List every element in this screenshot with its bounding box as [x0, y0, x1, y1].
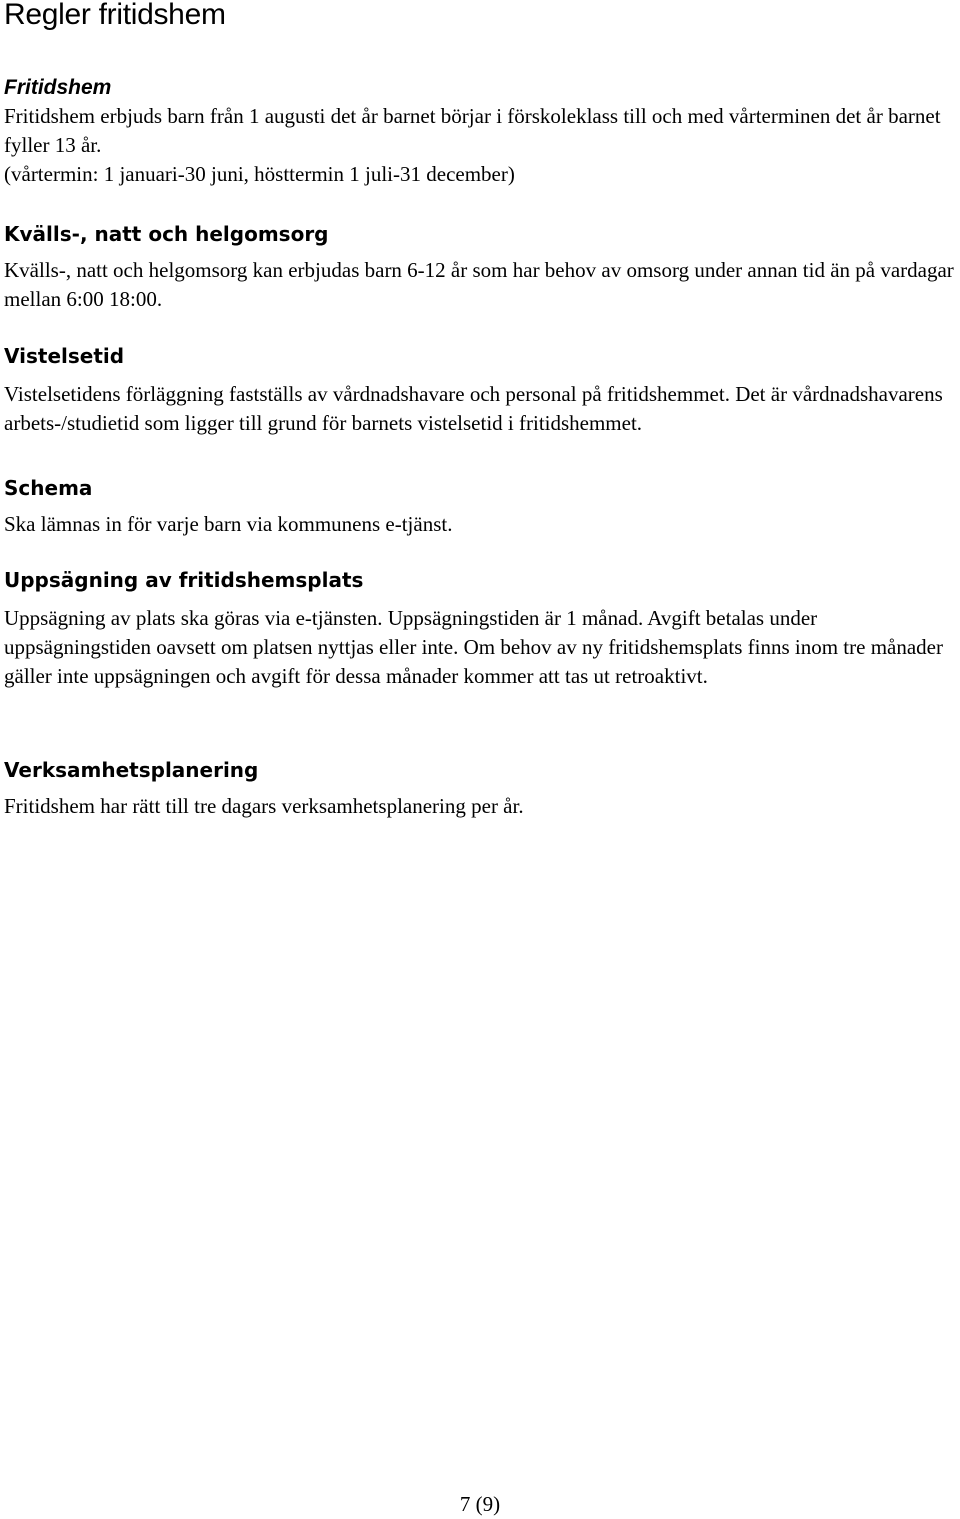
uppsagning-paragraph: Uppsägning av plats ska göras via e-tjänsten. Uppsägningstiden är 1 månad. Avgift betalas under uppsägningstiden oavsett om platsen nyttjas eller inte. Om behov av ny fritidshemsplats finns inom tre månader gäller inte uppsägningen och avgift för dessa månader kommer att tas ut retroaktivt.: [4, 606, 943, 688]
schema-paragraph: Ska lämnas in för varje barn via kommunens e-tjänst.: [4, 512, 453, 536]
section-heading-vistelsetid: Vistelsetid: [4, 344, 125, 368]
section-heading-uppsagning: Uppsägning av fritidshemsplats: [4, 568, 364, 592]
vistelsetid-paragraph: Vistelsetidens förläggning fastställs av vårdnadshavare och personal på fritidshemmet. Det är vårdnadshavarens arbets-/studietid som ligger till grund för barnets vistelsetid i fritidshemmet.: [4, 382, 943, 435]
fritidshem-paragraph: Fritidshem erbjuds barn från 1 augusti det år barnet börjar i förskoleklass till och med vårterminen det år barnet fyller 13 år.: [4, 104, 941, 157]
page-title: Regler fritidshem: [4, 0, 226, 31]
section-heading-verksamhetsplanering: Verksamhetsplanering: [4, 758, 259, 782]
kvallsomsorg-paragraph: Kvälls-, natt och helgomsorg kan erbjudas barn 6-12 år som har behov av omsorg under annan tid än på vardagar mellan 6:00 18:00.: [4, 258, 954, 311]
verksamhetsplanering-paragraph: Fritidshem har rätt till tre dagars verksamhetsplanering per år.: [4, 794, 524, 818]
section-heading-kvallsomsorg: Kvälls-, natt och helgomsorg: [4, 222, 329, 246]
page-number: 7 (9): [459, 1492, 501, 1516]
section-heading-fritidshem: Fritidshem: [4, 76, 112, 99]
section-heading-schema: Schema: [4, 476, 93, 500]
fritidshem-term-paragraph: (vårtermin: 1 januari-30 juni, hösttermin 1 juli-31 december): [4, 162, 515, 186]
